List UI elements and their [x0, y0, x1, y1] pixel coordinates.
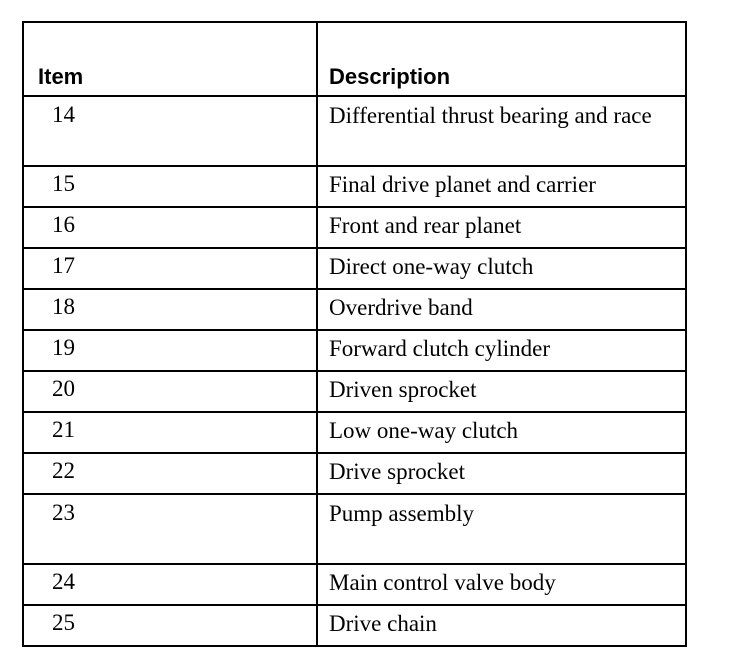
table-header-row	[24, 23, 685, 95]
table-row	[24, 370, 685, 411]
item-description: Final drive planet and carrier	[329, 172, 596, 197]
table-row	[24, 95, 685, 165]
item-description: Pump assembly	[329, 501, 475, 526]
item-description: Differential thrust bearing and race	[329, 103, 652, 128]
item-number: 20	[24, 372, 318, 411]
item-description: Main control valve body	[329, 570, 556, 595]
parts-table	[22, 21, 687, 647]
table-row	[24, 411, 685, 452]
header-item: Item	[24, 23, 318, 95]
table-row	[24, 206, 685, 247]
item-description: Direct one-way clutch	[329, 254, 534, 279]
table-row	[24, 165, 685, 206]
table-row	[24, 563, 685, 604]
item-description: Drive chain	[329, 611, 437, 636]
item-number: 15	[24, 167, 318, 206]
item-description: Front and rear planet	[329, 213, 522, 238]
item-description: Driven sprocket	[329, 377, 477, 402]
item-number: 21	[24, 413, 318, 452]
item-description: Low one-way clutch	[329, 418, 519, 443]
item-number: 14	[24, 97, 318, 165]
item-number: 22	[24, 454, 318, 493]
item-description: Overdrive band	[329, 295, 473, 320]
table-row	[24, 452, 685, 493]
item-number: 24	[24, 565, 318, 604]
item-number: 16	[24, 208, 318, 247]
item-description: Drive sprocket	[329, 459, 466, 484]
item-number: 19	[24, 331, 318, 370]
item-number: 18	[24, 290, 318, 329]
item-description: Forward clutch cylinder	[329, 336, 550, 361]
table-row	[24, 288, 685, 329]
table-row	[24, 604, 685, 645]
table-row	[24, 493, 685, 563]
item-number: 25	[24, 606, 318, 645]
table-row	[24, 329, 685, 370]
table-row	[24, 247, 685, 288]
item-number: 23	[24, 495, 318, 563]
header-description: Description	[329, 64, 451, 89]
item-number: 17	[24, 249, 318, 288]
